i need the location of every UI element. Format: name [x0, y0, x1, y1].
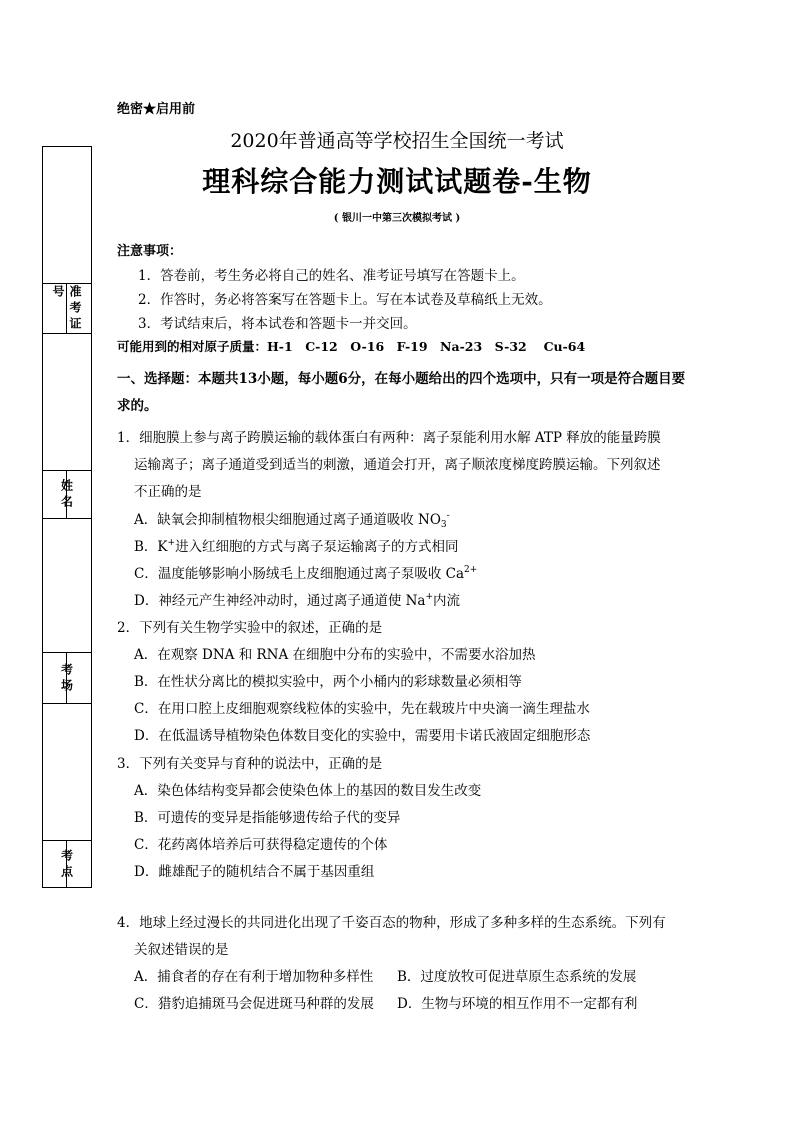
question-4-stem-cont: 关叙述错误的是 [134, 942, 229, 958]
question-4-option-c[interactable]: C．猎豹追捕斑马会促进斑马种群的发展 [134, 996, 374, 1012]
superscript: + [167, 538, 176, 548]
question-4-option-b[interactable]: B．过度放牧可促进草原生态系统的发展 [397, 969, 637, 985]
binding-divider [42, 703, 92, 704]
question-1-option-b[interactable] [134, 535, 459, 555]
question-4-option-d[interactable]: D．生物与环境的相互作用不一定都有利 [397, 996, 638, 1012]
question-3-option-c[interactable]: C．花药离体培养后可获得稳定遗传的个体 [134, 837, 388, 853]
question-2-option-a[interactable]: A．在观察 DNA 和 RNA 在细胞中分布的实验中，不需要水浴加热 [134, 647, 536, 663]
question-4-option-a[interactable]: A．捕食者的存在有利于增加物种多样性 [134, 969, 374, 985]
option-text: 进入红细胞的方式与离子泵运输离子的方式相同 [175, 539, 459, 555]
section-instructions: 一、选择题：本题共13小题，每小题6分，在每小题给出的四个选项中，只有一项是符合题目要求的。 [117, 371, 686, 414]
binding-divider [42, 333, 92, 334]
label-exam-site: 考点 [59, 849, 74, 881]
exam-title: 2020年普通高等学校招生全国统一考试 [230, 130, 564, 152]
label-name: 姓名 [59, 479, 74, 511]
option-text: A．缺氧会抑制植物根尖细胞通过离子通道吸收 NO [134, 512, 441, 528]
paper-subtitle: ( 银川一中第三次模拟考试 ) [333, 213, 461, 224]
paper-title: 理科综合能力测试试题卷-生物 [202, 165, 592, 198]
question-1-stem-cont: 运输离子；离子通道受到适当的刺激，通道会打开，离子顺浓度梯度跨膜运输。下列叙述 [134, 457, 661, 473]
note-item: 3．考试结束后，将本试卷和答题卡一并交回。 [138, 316, 417, 332]
atomic-masses: 可能用到的相对原子质量：H-1 C-12 O-16 F-19 Na-23 S-32 Cu-64 [117, 339, 586, 354]
option-text: B．K [134, 539, 168, 555]
binding-divider [42, 652, 92, 653]
binding-divider [42, 283, 92, 284]
notes-heading: 注意事项： [117, 244, 183, 259]
label-exam-room: 考场 [59, 662, 74, 695]
option-text: 内流 [433, 593, 461, 609]
question-2-option-b[interactable]: B．在性状分离比的模拟实验中，两个小桶内的彩球数量必须相等 [134, 674, 522, 690]
binding-divider [42, 840, 92, 841]
note-item: 1．答卷前，考生务必将自己的姓名、准考证号填写在答题卡上。 [138, 268, 525, 284]
question-1-option-c[interactable] [134, 562, 477, 582]
option-text: C．温度能够影响小肠绒毛上皮细胞通过离子泵吸收 Ca [134, 566, 464, 582]
option-text: D．神经元产生神经冲动时，通过离子通道使 Na [134, 593, 426, 609]
question-2-option-c[interactable]: C．在用口腔上皮细胞观察线粒体的实验中，先在载玻片中央滴一滴生理盐水 [134, 701, 590, 717]
confidential-mark: 绝密★启用前 [117, 102, 196, 117]
question-1-option-d[interactable] [134, 589, 460, 609]
note-item: 2．作答时，务必将答案写在答题卡上。写在本试卷及草稿纸上无效。 [138, 292, 552, 308]
question-1-option-a[interactable] [134, 508, 450, 530]
subscript: 3 [440, 520, 447, 530]
question-3-stem: 3．下列有关变异与育种的说法中，正确的是 [117, 756, 383, 772]
superscript: 2+ [464, 565, 478, 575]
question-1-stem-cont: 不正确的是 [134, 484, 202, 500]
superscript: - [446, 511, 450, 521]
question-2-option-d[interactable]: D．在低温诱导植物染色体数目变化的实验中，需要用卡诺氏液固定细胞形态 [134, 728, 591, 744]
binding-divider [42, 470, 92, 471]
label-admission-number: 准考证号 [51, 285, 82, 333]
question-2-stem: 2．下列有关生物学实验中的叙述，正确的是 [117, 620, 383, 636]
binding-divider [42, 518, 92, 519]
superscript: + [425, 592, 434, 602]
question-3-option-a[interactable]: A．染色体结构变异都会使染色体上的基因的数目发生改变 [134, 783, 482, 799]
question-3-option-d[interactable]: D．雌雄配子的随机结合不属于基因重组 [134, 864, 375, 880]
question-3-option-b[interactable]: B．可遗传的变异是指能够遗传给子代的变异 [134, 810, 401, 826]
question-1-stem: 1．细胞膜上参与离子跨膜运输的载体蛋白有两种：离子泵能利用水解 ATP 释放的能量跨膜 [117, 430, 661, 446]
question-4-stem: 4．地球上经过漫长的共同进化出现了千姿百态的物种，形成了多种多样的生态系统。下列有 [117, 915, 666, 931]
